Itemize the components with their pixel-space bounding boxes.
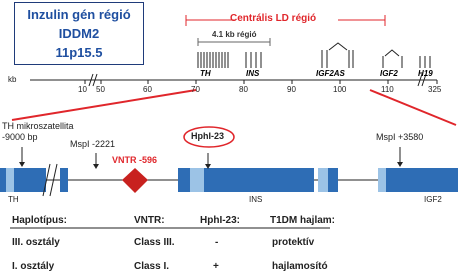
row2-vntr: Class I.	[134, 261, 170, 272]
tick-label-325: 325	[428, 85, 442, 94]
zoom-line-left	[12, 90, 196, 120]
ins-exon-1	[178, 168, 190, 192]
detail-gene-label-igf2: IGF2	[424, 195, 442, 204]
gene-label-h19: H19	[418, 69, 433, 78]
mspi-right-label: MspI +3580	[376, 132, 424, 142]
central-ld-label: Centrális LD régió	[230, 13, 317, 24]
tick-label-90: 90	[287, 85, 296, 94]
site-arrows	[22, 147, 400, 166]
header-haplotype: Haplotípus:	[12, 215, 67, 226]
row1-t1dm: protektív	[272, 237, 315, 248]
zoom-line-right	[370, 90, 456, 125]
ins-exon-4	[318, 168, 328, 192]
header-hphi: HphI-23:	[200, 215, 240, 226]
row2-hphi: +	[213, 261, 219, 272]
th-exon-light	[6, 168, 14, 192]
locus-name: IDDM2	[58, 26, 100, 41]
region-size-label: 4.1 kb régió	[212, 30, 257, 39]
hphi-label: HphI-23	[191, 131, 225, 141]
axis-unit-label: kb	[8, 75, 17, 84]
row2-t1dm: hajlamosító	[272, 261, 328, 272]
igf2-exon-2	[386, 168, 458, 192]
tick-label-60: 60	[143, 85, 152, 94]
th-gene-marks	[198, 52, 228, 68]
th-exon-small	[60, 168, 68, 192]
igf2-gene-marks	[383, 50, 402, 68]
igf2-exon-1	[378, 168, 386, 192]
detail-gene-label-ins: INS	[249, 195, 263, 204]
header-t1dm: T1DM hajlam:	[270, 215, 336, 226]
axis-ticks	[85, 80, 437, 84]
detail-gene-label-th: TH	[8, 195, 19, 204]
row1-hphi: -	[215, 237, 219, 248]
ins-gene-marks	[246, 52, 261, 68]
tick-label-80: 80	[239, 85, 248, 94]
th-microsatellite-position: -9000 bp	[2, 132, 38, 142]
row1-vntr: Class III.	[134, 237, 175, 248]
vntr-label: VNTR -596	[112, 155, 158, 165]
gene-label-igf2: IGF2	[380, 69, 398, 78]
tick-label-10: 10	[78, 85, 87, 94]
region-title: Inzulin gén régió	[27, 7, 131, 22]
ins-exon-5	[328, 168, 338, 192]
th-microsatellite-label: TH mikroszatellita	[2, 121, 74, 131]
tick-label-70: 70	[191, 85, 200, 94]
tick-label-110: 110	[381, 85, 394, 94]
gene-label-ins: INS	[246, 69, 260, 78]
gene-label-th: TH	[200, 69, 211, 78]
h19-gene-marks	[420, 56, 430, 68]
chromosome-band: 11p15.5	[55, 45, 103, 60]
gene-label-igf2as: IGF2AS	[316, 69, 345, 78]
tick-label-50: 50	[96, 85, 105, 94]
tick-label-100: 100	[333, 85, 347, 94]
mspi-left-label: MspI -2221	[70, 139, 116, 149]
arrow-heads	[19, 162, 403, 169]
ins-exon-2	[190, 168, 204, 192]
ins-exon-3	[204, 168, 314, 192]
row2-haplotype: I. osztály	[12, 261, 55, 272]
igf2as-gene-marks	[322, 43, 353, 68]
vntr-diamond	[122, 168, 148, 193]
header-vntr: VNTR:	[134, 215, 165, 226]
row1-haplotype: III. osztály	[12, 237, 60, 248]
